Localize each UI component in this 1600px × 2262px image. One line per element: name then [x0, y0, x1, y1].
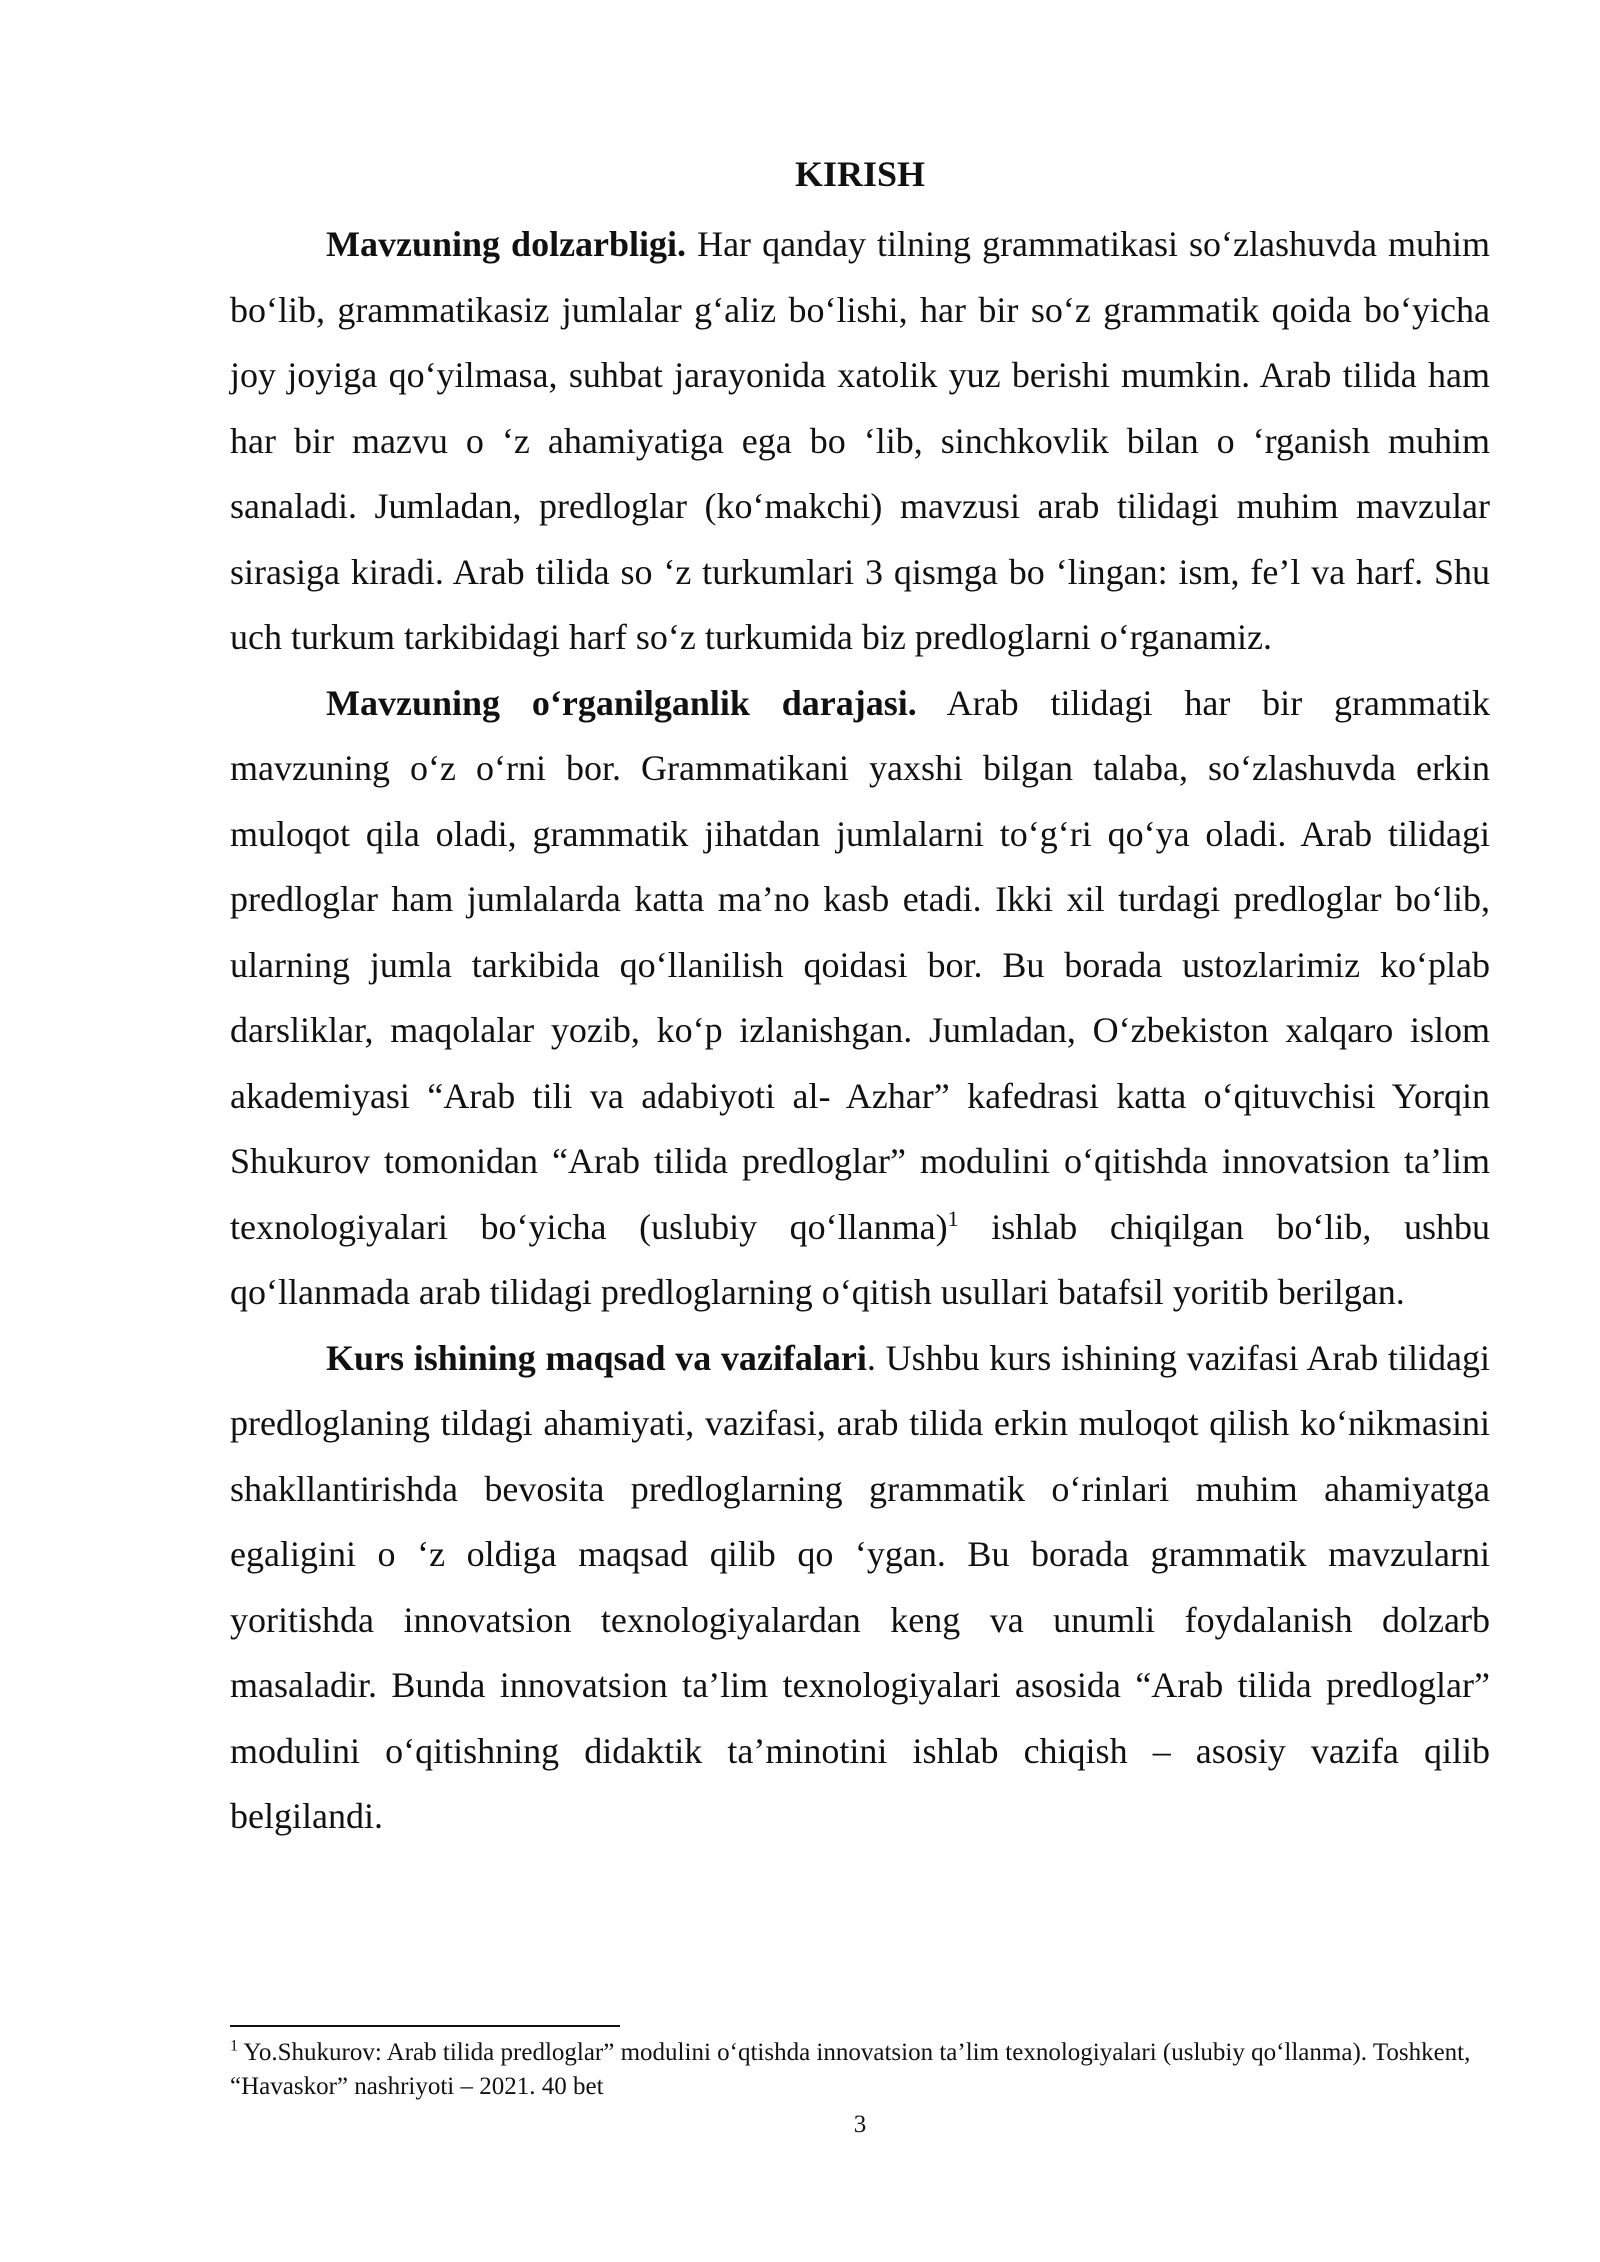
paragraph-text: Arab tilidagi har bir grammatik mavzuning o‘z o‘rni bor. Grammatikani yaxshi bilgan talaba, so‘zlashuvda erkin muloqot qila oladi, grammatik jihatdan jumlalarni to‘g‘ri qo‘ya oladi. Arab tilidagi predloglar ham jumlalarda katta ma’no kasb etadi. Ikki xil turdagi predloglar bo‘lib, ularning jumla tarkibida qo‘llanilish qoidasi bor. Bu borada ustozlarimiz ko‘plab darsliklar, maqolalar yozib, ko‘p izlanishgan. Jumladan, O‘zbekiston xalqaro islom akademiyasi “Arab tili va adabiyoti al- Azhar” kafedrasi katta o‘qituvchisi Yorqin Shukurov tomonidan “Arab tilida predloglar” modulini o‘qitishda innovatsion ta’lim texnologiyalari bo‘yicha (uslubiy qo‘llanma): [230, 682, 1490, 1247]
body-text: [230, 212, 1490, 1850]
paragraph-relevance: [230, 212, 1490, 671]
footnote-text: Yo.Shukurov: Arab tilida predloglar” modulini o‘qtishda innovatsion ta’lim texnologiyalari (uslubiy qo‘llanma). Toshkent, “Havaskor” nashriyoti – 2021. 40 bet: [230, 2039, 1471, 2100]
page-heading: KIRISH: [794, 154, 926, 194]
paragraph-text: . Ushbu kurs ishining vazifasi Arab tilidagi predloglaning tildagi ahamiyati, vazifasi, arab tilida erkin muloqot qilish ko‘nikmasini shakllantirishda bevosita predloglarning grammatik o‘rinlari muhim ahamiyatga egaligini o ‘z oldiga maqsad qilib qo ‘ygan. Bu borada grammatik mavzularni yoritishda innovatsion texnologiyalardan keng va unumli foydalanish dolzarb masaladir. Bunda innovatsion ta’lim texnologiyalari asosida “Arab tilida predloglar” modulini o‘qitishning didaktik ta’minotini ishlab chiqish – asosiy vazifa qilib belgilandi.: [230, 1337, 1490, 1836]
footnote-separator: [230, 2025, 620, 2027]
paragraph-goals: [230, 1326, 1490, 1850]
paragraph-text-continued: ishlab chiqilgan bo‘lib, ushbu qo‘llanmada arab tilidagi predloglarning o‘qitish usullari batafsil yoritib berilgan.: [230, 1206, 1490, 1312]
paragraph-text: Har qanday tilning grammatikasi so‘zlashuvda muhim bo‘lib, grammatikasiz jumlalar g‘aliz bo‘lishi, har bir so‘z grammatik qoida bo‘yicha joy joyiga qo‘yilmasa, suhbat jarayonida xatolik yuz berishi mumkin. Arab tilida ham har bir mazvu o ‘z ahamiyatiga ega bo ‘lib, sinchkovlik bilan o ‘rganish muhim sanaladi. Jumladan, predloglar (ko‘makchi) mavzusi arab tilidagi muhim mavzular sirasiga kiradi. Arab tilida so ‘z turkumlari 3 qismga bo ‘lingan: ism, fe’l va harf. Shu uch turkum tarkibidagi harf so‘z turkumida biz predloglarni o‘rganamiz.: [230, 224, 1491, 657]
page-number: 3: [853, 2111, 867, 2138]
footnote-number: 1: [230, 2037, 238, 2055]
paragraph-lead: Kurs ishining maqsad va vazifalari: [326, 1337, 867, 1378]
paragraph-lead: Mavzuning dolzarbligi.: [326, 224, 687, 264]
footnote-reference[interactable]: 1: [947, 1205, 959, 1231]
paragraph-lead: Mavzuning o‘rganilganlik darajasi.: [326, 682, 917, 723]
paragraph-study-level: [230, 671, 1490, 1326]
footnote: [230, 2036, 1490, 2104]
